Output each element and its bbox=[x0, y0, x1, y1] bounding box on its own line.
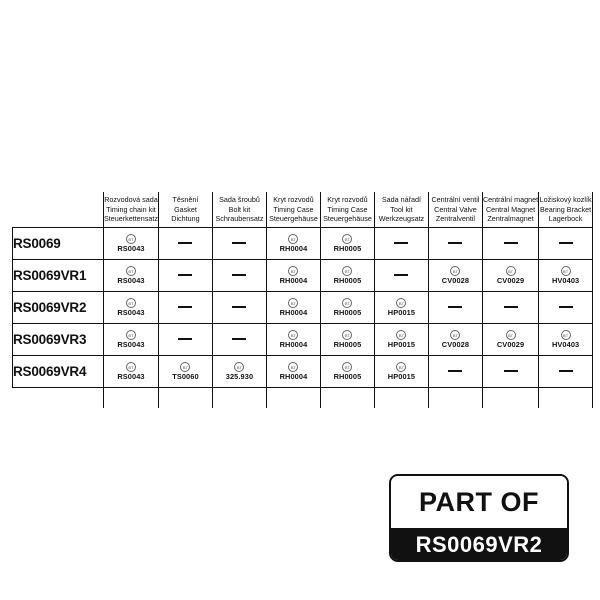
part-cell bbox=[374, 356, 428, 388]
dash-icon bbox=[559, 370, 573, 372]
column-header-line: Tool kit bbox=[390, 204, 413, 214]
table-row bbox=[13, 260, 593, 292]
brand-logo-icon: BT bbox=[396, 330, 406, 340]
part-code: RH0004 bbox=[279, 276, 308, 285]
empty-cell bbox=[158, 228, 212, 260]
empty-cell bbox=[212, 324, 266, 356]
empty-cell bbox=[212, 228, 266, 260]
column-header-line: Sada šroubů bbox=[219, 195, 260, 205]
brand-logo-icon: BT bbox=[126, 330, 136, 340]
part-code: TS0060 bbox=[172, 372, 199, 381]
empty-cell bbox=[539, 228, 593, 260]
brand-logo-icon: BT bbox=[396, 362, 406, 372]
part-code: RH0005 bbox=[333, 340, 362, 349]
brand-logo-icon: BT bbox=[288, 330, 298, 340]
part-cell bbox=[428, 324, 482, 356]
table-header-row bbox=[13, 192, 593, 228]
part-cell bbox=[320, 324, 374, 356]
column-header-line: Kryt rozvodů bbox=[273, 195, 314, 205]
part-code: RS0043 bbox=[117, 308, 145, 317]
brand-logo-icon: BT bbox=[288, 362, 298, 372]
row-label: RS0069VR4 bbox=[13, 356, 104, 388]
brand-logo-icon: BT bbox=[561, 266, 571, 276]
blank-cell bbox=[104, 388, 159, 409]
part-code: RH0004 bbox=[279, 340, 308, 349]
dash-icon bbox=[559, 306, 573, 308]
part-code: CV0028 bbox=[441, 276, 470, 285]
column-header-line: Central Valve bbox=[434, 204, 477, 214]
brand-logo-icon: BT bbox=[450, 266, 460, 276]
column-header bbox=[104, 192, 159, 228]
dash-icon bbox=[178, 274, 192, 276]
part-code: 325.930 bbox=[225, 372, 254, 381]
dash-icon bbox=[394, 274, 408, 276]
part-cell bbox=[266, 228, 320, 260]
empty-cell bbox=[428, 356, 482, 388]
dash-icon bbox=[178, 242, 192, 244]
column-header-line: Ložiskový kozlík bbox=[539, 195, 592, 205]
brand-logo-icon: BT bbox=[561, 330, 571, 340]
blank-cell bbox=[482, 388, 538, 409]
part-code: HV0403 bbox=[551, 276, 580, 285]
column-header-line: Rozvodová sada bbox=[104, 195, 158, 205]
blank-cell bbox=[428, 388, 482, 409]
column-header-line: Timing Case bbox=[273, 204, 314, 214]
brand-logo-icon: BT bbox=[180, 362, 190, 372]
part-code: RH0005 bbox=[333, 308, 362, 317]
part-cell bbox=[266, 260, 320, 292]
column-header-line: Centrální ventil bbox=[431, 195, 480, 205]
part-cell bbox=[212, 356, 266, 388]
empty-cell bbox=[158, 292, 212, 324]
column-header bbox=[212, 192, 266, 228]
column-header-line: Těsnění bbox=[172, 195, 199, 205]
brand-logo-icon: BT bbox=[506, 266, 516, 276]
dash-icon bbox=[178, 306, 192, 308]
part-code: RH0004 bbox=[279, 244, 308, 253]
part-cell bbox=[320, 356, 374, 388]
blank-cell bbox=[539, 388, 593, 409]
part-code: RH0004 bbox=[279, 372, 308, 381]
dash-icon bbox=[232, 242, 246, 244]
part-cell bbox=[428, 260, 482, 292]
column-header-line: Zentralventil bbox=[435, 214, 476, 224]
column-header-line: Steuergehäuse bbox=[269, 214, 318, 224]
column-header bbox=[374, 192, 428, 228]
column-header bbox=[428, 192, 482, 228]
empty-cell bbox=[158, 260, 212, 292]
column-header-line: Steuergehäuse bbox=[323, 214, 372, 224]
column-header bbox=[539, 192, 593, 228]
brand-logo-icon: BT bbox=[342, 266, 352, 276]
dash-icon bbox=[232, 306, 246, 308]
table-row bbox=[13, 356, 593, 388]
column-header-line: Kryt rozvodů bbox=[327, 195, 368, 205]
part-code: CV0029 bbox=[496, 340, 525, 349]
column-header bbox=[158, 192, 212, 228]
badge-code: RS0069VR2 bbox=[391, 528, 567, 562]
part-code: RH0005 bbox=[333, 244, 362, 253]
column-header-line: Schraubensatz bbox=[215, 214, 264, 224]
row-label: RS0069 bbox=[13, 228, 104, 260]
brand-logo-icon: BT bbox=[288, 266, 298, 276]
dash-icon bbox=[504, 242, 518, 244]
empty-cell bbox=[374, 260, 428, 292]
column-header bbox=[266, 192, 320, 228]
blank-cell bbox=[266, 388, 320, 409]
row-label: RS0069VR2 bbox=[13, 292, 104, 324]
part-cell bbox=[104, 260, 159, 292]
part-cell bbox=[104, 324, 159, 356]
part-cell bbox=[539, 324, 593, 356]
part-cell bbox=[482, 260, 538, 292]
part-of-badge bbox=[389, 474, 569, 562]
dash-icon bbox=[232, 274, 246, 276]
brand-logo-icon: BT bbox=[126, 266, 136, 276]
column-header-line: Lagerbock bbox=[548, 214, 583, 224]
part-cell bbox=[266, 356, 320, 388]
part-cell bbox=[104, 228, 159, 260]
column-header-line: Gasket bbox=[174, 204, 197, 214]
empty-cell bbox=[482, 292, 538, 324]
brand-logo-icon: BT bbox=[396, 298, 406, 308]
dash-icon bbox=[178, 338, 192, 340]
part-cell bbox=[104, 356, 159, 388]
blank-cell bbox=[158, 388, 212, 409]
part-cell bbox=[320, 228, 374, 260]
part-code: RH0005 bbox=[333, 372, 362, 381]
part-cell bbox=[104, 292, 159, 324]
brand-logo-icon: BT bbox=[450, 330, 460, 340]
part-code: RS0043 bbox=[117, 276, 145, 285]
badge-title: PART OF bbox=[391, 476, 567, 528]
table-row bbox=[13, 324, 593, 356]
part-code: RH0005 bbox=[333, 276, 362, 285]
brand-logo-icon: BT bbox=[342, 298, 352, 308]
brand-logo-icon: BT bbox=[342, 330, 352, 340]
part-cell bbox=[320, 292, 374, 324]
empty-cell bbox=[539, 356, 593, 388]
table-row bbox=[13, 228, 593, 260]
blank-cell bbox=[320, 388, 374, 409]
part-code: HP0015 bbox=[387, 340, 416, 349]
empty-cell bbox=[212, 260, 266, 292]
empty-cell bbox=[374, 228, 428, 260]
dash-icon bbox=[448, 242, 462, 244]
dash-icon bbox=[394, 242, 408, 244]
part-cell bbox=[482, 324, 538, 356]
brand-logo-icon: BT bbox=[342, 234, 352, 244]
column-header-line: Timing Case bbox=[327, 204, 368, 214]
brand-logo-icon: BT bbox=[126, 362, 136, 372]
part-cell bbox=[374, 292, 428, 324]
brand-logo-icon: BT bbox=[288, 298, 298, 308]
blank-label-cell bbox=[13, 388, 104, 409]
column-header-line: Zentralmagnet bbox=[487, 214, 534, 224]
table-body bbox=[13, 228, 593, 409]
empty-cell bbox=[428, 228, 482, 260]
blank-cell bbox=[212, 388, 266, 409]
empty-cell bbox=[539, 292, 593, 324]
part-code: RH0004 bbox=[279, 308, 308, 317]
brand-logo-icon: BT bbox=[288, 234, 298, 244]
empty-cell bbox=[428, 292, 482, 324]
dash-icon bbox=[232, 338, 246, 340]
brand-logo-icon: BT bbox=[506, 330, 516, 340]
row-label: RS0069VR1 bbox=[13, 260, 104, 292]
column-header bbox=[482, 192, 538, 228]
part-code: RS0043 bbox=[117, 372, 145, 381]
part-code: HP0015 bbox=[387, 308, 416, 317]
part-code: HV0403 bbox=[551, 340, 580, 349]
column-header-line: Timing chain kit bbox=[106, 204, 156, 214]
empty-cell bbox=[482, 356, 538, 388]
dash-icon bbox=[448, 370, 462, 372]
brand-logo-icon: BT bbox=[126, 234, 136, 244]
brand-logo-icon: BT bbox=[234, 362, 244, 372]
dash-icon bbox=[448, 306, 462, 308]
part-cell bbox=[266, 292, 320, 324]
empty-cell bbox=[482, 228, 538, 260]
empty-cell bbox=[212, 292, 266, 324]
column-header-line: Sada nářadí bbox=[381, 195, 422, 205]
column-header-line: Central Magnet bbox=[485, 204, 536, 214]
column-header-line: Centrální magnet bbox=[482, 195, 539, 205]
dash-icon bbox=[504, 306, 518, 308]
parts-table bbox=[12, 192, 593, 408]
part-cell bbox=[266, 324, 320, 356]
header-corner bbox=[13, 192, 104, 228]
part-cell bbox=[320, 260, 374, 292]
row-label: RS0069VR3 bbox=[13, 324, 104, 356]
part-cell bbox=[158, 356, 212, 388]
column-header-line: Werkzeugsatz bbox=[378, 214, 425, 224]
part-code: RS0043 bbox=[117, 340, 145, 349]
brand-logo-icon: BT bbox=[126, 298, 136, 308]
part-code: HP0015 bbox=[387, 372, 416, 381]
brand-logo-icon: BT bbox=[342, 362, 352, 372]
part-code: CV0029 bbox=[496, 276, 525, 285]
part-cell bbox=[539, 260, 593, 292]
empty-cell bbox=[158, 324, 212, 356]
column-header bbox=[320, 192, 374, 228]
table-row bbox=[13, 292, 593, 324]
dash-icon bbox=[504, 370, 518, 372]
blank-cell bbox=[374, 388, 428, 409]
column-header-line: Bearing Bracket bbox=[540, 204, 592, 214]
column-header-line: Steuerkettensatz bbox=[104, 214, 158, 224]
part-cell bbox=[374, 324, 428, 356]
column-header-line: Dichtung bbox=[171, 214, 200, 224]
column-header-line: Bolt kit bbox=[228, 204, 251, 214]
dash-icon bbox=[559, 242, 573, 244]
part-code: CV0028 bbox=[441, 340, 470, 349]
table-blank-row bbox=[13, 388, 593, 409]
part-code: RS0043 bbox=[117, 244, 145, 253]
